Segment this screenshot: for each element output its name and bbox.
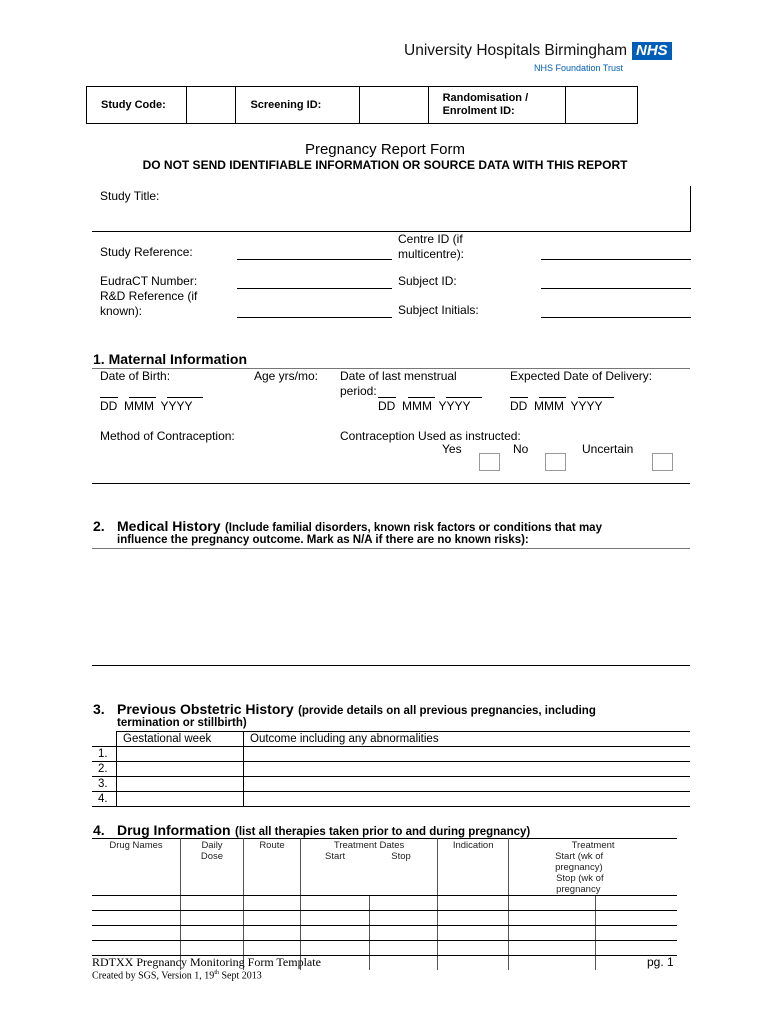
dob-month-field[interactable] xyxy=(129,397,156,398)
outcome-cell[interactable] xyxy=(244,762,691,777)
org-logo xyxy=(404,42,679,76)
indication-header: Indication xyxy=(438,839,509,896)
edd-day-field[interactable] xyxy=(510,397,528,398)
gestational-week-cell[interactable] xyxy=(117,777,244,792)
dob-year-field[interactable] xyxy=(167,397,203,398)
nhs-badge: NHS xyxy=(632,42,672,60)
study-code-label: Study Code: xyxy=(87,87,187,124)
table-row xyxy=(92,926,677,941)
screening-id-cell[interactable] xyxy=(360,87,428,124)
table-row xyxy=(92,911,677,926)
outcome-header: Outcome including any abnormalities xyxy=(244,732,691,747)
section3-note-2: termination or stillbirth) xyxy=(117,717,247,729)
study-reference-label: Study Reference: xyxy=(100,245,193,259)
yes-checkbox[interactable] xyxy=(479,453,500,471)
eudract-label: EudraCT Number: xyxy=(100,274,198,288)
section1-end-rule xyxy=(92,483,690,484)
edd-format: DD MMM YYYY xyxy=(510,399,603,413)
outcome-cell[interactable] xyxy=(244,792,691,807)
edd-year-field[interactable] xyxy=(578,397,614,398)
study-reference-field[interactable] xyxy=(237,259,392,260)
no-checkbox[interactable] xyxy=(545,453,566,471)
section4-heading: Drug Information xyxy=(117,822,231,838)
treatment-header: Treatment Start (wk of pregnancy)Stop (wk of pregnancy xyxy=(509,839,677,896)
table-row xyxy=(92,762,690,777)
subject-id-field[interactable] xyxy=(541,288,691,289)
randomisation-label: Randomisation / Enrolment ID: xyxy=(428,87,565,124)
section2-number: 2. xyxy=(93,518,105,534)
uncertain-checkbox[interactable] xyxy=(652,453,673,471)
treatment-dates-header: Treatment Dates Start Stop xyxy=(301,839,438,896)
org-subtitle: NHS Foundation Trust xyxy=(534,63,624,73)
section2-heading: Medical History xyxy=(117,518,221,534)
obstetric-table xyxy=(92,731,690,807)
daily-dose-header: Daily Dose xyxy=(181,839,244,896)
table-row xyxy=(92,792,690,807)
table-row xyxy=(92,747,690,762)
lmp-day-field[interactable] xyxy=(378,397,396,398)
age-label: Age yrs/mo: xyxy=(254,369,319,383)
rd-reference-label: R&D Reference (if known): xyxy=(100,289,198,318)
dob-day-field[interactable] xyxy=(100,397,118,398)
section3-note: (provide details on all previous pregnancies, including xyxy=(298,705,596,717)
outcome-cell[interactable] xyxy=(244,777,691,792)
section1-heading: 1. Maternal Information xyxy=(93,351,248,367)
edd-month-field[interactable] xyxy=(539,397,566,398)
drug-table xyxy=(92,838,677,970)
medical-history-area[interactable] xyxy=(92,550,690,664)
centre-id-label: Centre ID (if multicentre): xyxy=(398,232,465,261)
study-title-box[interactable] xyxy=(92,186,691,232)
randomisation-cell[interactable] xyxy=(565,87,637,124)
section2-note: (Include familial disorders, known risk factors or conditions that may xyxy=(224,522,602,534)
section3-number: 3. xyxy=(93,701,105,717)
route-header: Route xyxy=(244,839,301,896)
dob-format: DD MMM YYYY xyxy=(100,399,193,413)
drug-names-header: Drug Names xyxy=(92,839,181,896)
org-name: University Hospitals Birmingham xyxy=(404,42,628,59)
row-number: 2. xyxy=(92,762,117,777)
row-number: 1. xyxy=(92,747,117,762)
centre-id-field[interactable] xyxy=(541,259,691,260)
subject-initials-label: Subject Initials: xyxy=(398,303,479,317)
gestational-week-header: Gestational week xyxy=(117,732,244,747)
lmp-month-field[interactable] xyxy=(408,397,435,398)
no-label: No xyxy=(513,442,529,456)
section2-end-rule xyxy=(92,665,690,666)
lmp-label: Date of last menstrual period: xyxy=(340,369,457,398)
id-table xyxy=(86,86,638,124)
contraception-used-label: Contraception Used as instructed: xyxy=(340,429,521,443)
row-number: 4. xyxy=(92,792,117,807)
section2-note-2: influence the pregnancy outcome. Mark as N/A if there are no known risks): xyxy=(117,534,529,546)
outcome-cell[interactable] xyxy=(244,747,691,762)
row-number: 3. xyxy=(92,777,117,792)
page-title: Pregnancy Report Form xyxy=(304,141,466,158)
uncertain-label: Uncertain xyxy=(582,442,634,456)
lmp-year-field[interactable] xyxy=(446,397,482,398)
eudract-field[interactable] xyxy=(237,288,392,289)
table-row xyxy=(92,896,677,911)
warning-text: DO NOT SEND IDENTIFIABLE INFORMATION OR SOURCE DATA WITH THIS REPORT xyxy=(142,158,628,172)
table-row xyxy=(92,777,690,792)
rd-reference-field[interactable] xyxy=(237,317,392,318)
section3-heading: Previous Obstetric History xyxy=(117,701,294,717)
yes-label: Yes xyxy=(442,442,462,456)
dob-label: Date of Birth: xyxy=(100,369,171,383)
gestational-week-cell[interactable] xyxy=(117,747,244,762)
footer-template: RDTXX Pregnancy Monitoring Form Template xyxy=(92,955,321,969)
screening-id-label: Screening ID: xyxy=(236,87,360,124)
footer-created: Created by SGS, Version 1, 19th Sept 2013 xyxy=(92,970,262,982)
subject-id-label: Subject ID: xyxy=(398,274,457,288)
lmp-format: DD MMM YYYY xyxy=(378,399,471,413)
contraception-method-label: Method of Contraception: xyxy=(100,429,235,443)
section4-note: (list all therapies taken prior to and during pregnancy) xyxy=(235,826,531,838)
study-title-label: Study Title: xyxy=(100,189,160,203)
page-number: pg. 1 xyxy=(647,955,674,969)
gestational-week-cell[interactable] xyxy=(117,762,244,777)
study-code-cell[interactable] xyxy=(186,87,236,124)
edd-label: Expected Date of Delivery: xyxy=(510,369,653,383)
table-row xyxy=(92,941,677,956)
section4-number: 4. xyxy=(93,822,105,838)
gestational-week-cell[interactable] xyxy=(117,792,244,807)
section2-rule xyxy=(92,548,690,549)
subject-initials-field[interactable] xyxy=(541,317,691,318)
